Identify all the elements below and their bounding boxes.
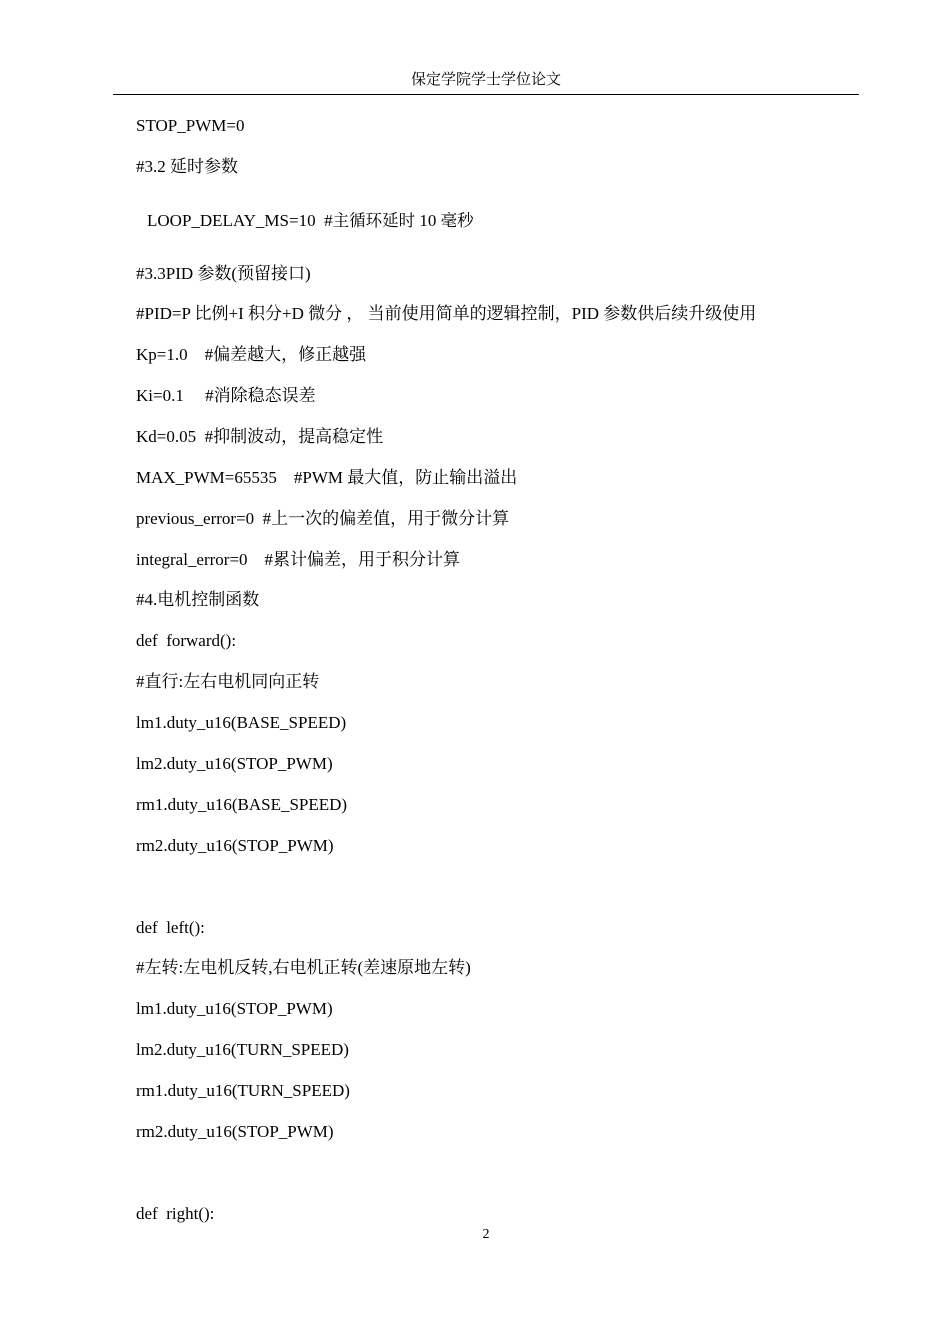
- code-line: #直行:左右电机同向正转: [136, 672, 320, 691]
- code-line: #4.电机控制函数: [136, 590, 260, 609]
- code-line: def right():: [136, 1204, 215, 1223]
- page-header: [113, 68, 859, 95]
- code-line: Ki=0.1 #消除稳态误差: [136, 386, 316, 405]
- code-line: rm2.duty_u16(STOP_PWM): [136, 1122, 334, 1141]
- code-line: STOP_PWM=0: [136, 116, 245, 135]
- code-line: rm1.duty_u16(TURN_SPEED): [136, 1081, 350, 1100]
- comment-text: 主循环延时: [332, 211, 416, 230]
- code-line: lm1.duty_u16(STOP_PWM): [136, 999, 333, 1018]
- code-line: Kp=1.0 #偏差越大，修正越强: [136, 345, 367, 364]
- code-line: def left():: [136, 918, 205, 937]
- code-line: #左转:左电机反转,右电机正转(差速原地左转): [136, 958, 471, 977]
- thesis-header-title: 保定学院学士学位论文: [410, 70, 561, 88]
- code-line: #3.2 延时参数: [136, 157, 238, 176]
- comment-unit: 毫秒: [440, 211, 474, 230]
- code-line: #PID=P 比例+I 积分+D 微分 ， 当前使用简单的逻辑控制，PID 参数供后续升级使用: [136, 304, 757, 323]
- code-line: previous_error=0 #上一次的偏差值，用于微分计算: [136, 509, 510, 528]
- page-number: 2: [482, 1227, 490, 1242]
- code-line: lm2.duty_u16(STOP_PWM): [136, 754, 333, 773]
- comment-number: 10: [415, 211, 441, 230]
- code-line: integral_error=0 #累计偏差，用于积分计算: [136, 550, 461, 569]
- code-line: def forward():: [136, 631, 237, 650]
- code-line: lm2.duty_u16(TURN_SPEED): [136, 1040, 349, 1059]
- code-text: LOOP_DELAY_MS=10 #: [147, 211, 333, 230]
- code-line: #3.3PID 参数(预留接口): [136, 264, 311, 283]
- code-line: rm1.duty_u16(BASE_SPEED): [136, 795, 348, 814]
- code-line: Kd=0.05 #抑制波动，提高稳定性: [136, 427, 384, 446]
- code-line: lm1.duty_u16(BASE_SPEED): [136, 713, 347, 732]
- code-line: MAX_PWM=65535 #PWM 最大值，防止输出溢出: [136, 468, 518, 487]
- code-line-loop-delay: [147, 210, 474, 232]
- code-line: rm2.duty_u16(STOP_PWM): [136, 836, 334, 855]
